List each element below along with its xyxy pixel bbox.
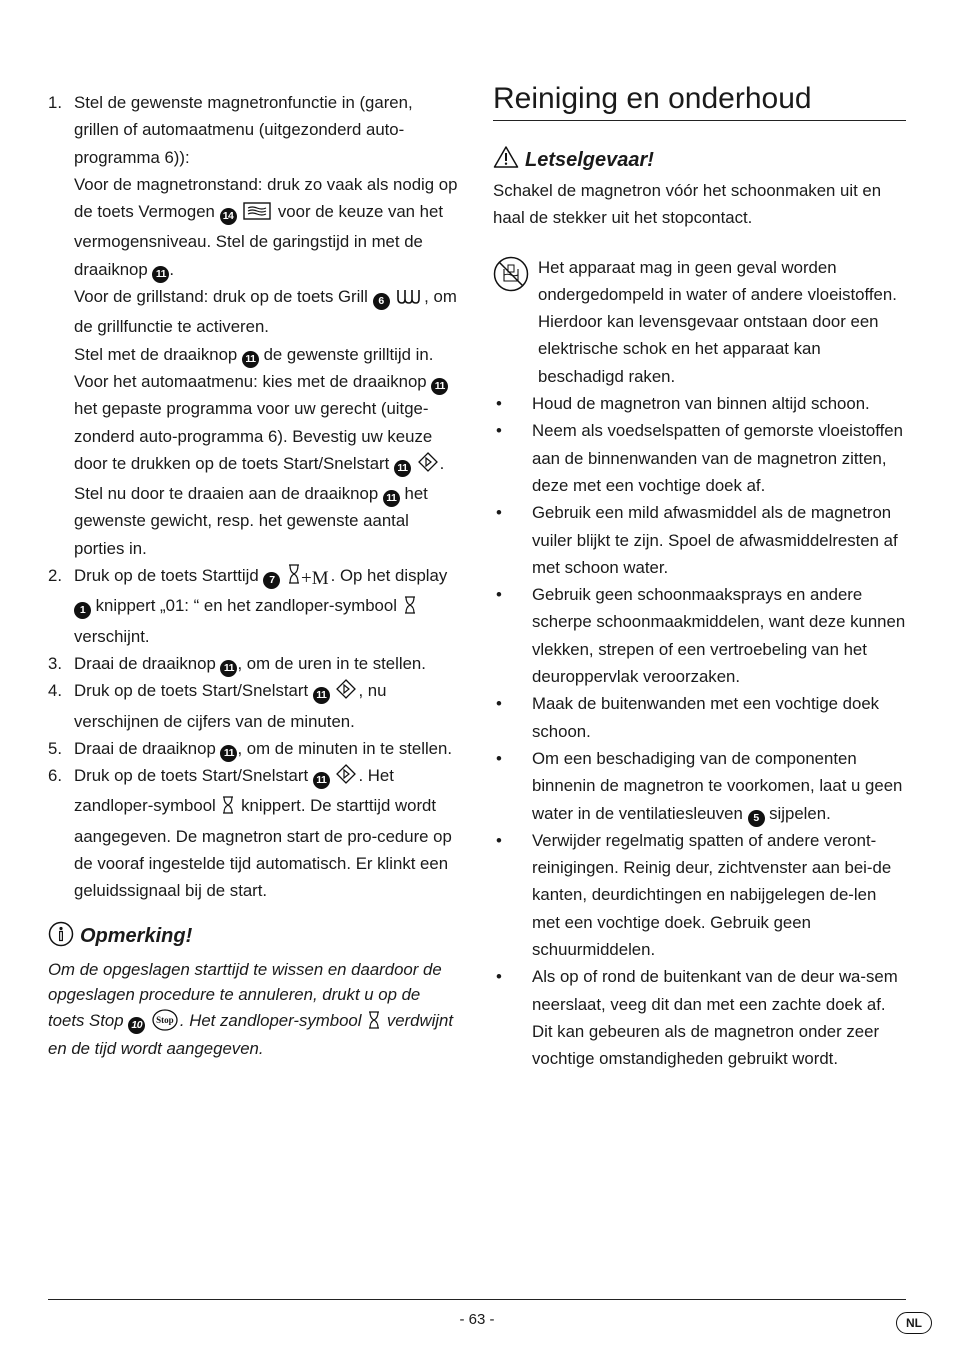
- hourglass-icon: [404, 595, 416, 622]
- no-immersion-icon: [493, 256, 529, 300]
- instruction-steps: [48, 89, 460, 905]
- step-paragraph: Stel met de draaiknop 11 de gewenste grilltijd in.: [74, 341, 460, 368]
- page-number: - 63 -: [459, 1311, 495, 1328]
- ref-badge: 11: [383, 490, 400, 507]
- stop-button-icon: [152, 1009, 178, 1031]
- step-number: 6.: [48, 766, 62, 786]
- power-level-icon: [243, 201, 271, 228]
- start-diamond-icon: [336, 679, 356, 707]
- step-5: 5. Draai de draaiknop 11 , om de minuten in te stellen.: [48, 735, 460, 762]
- step-number: 2.: [48, 566, 62, 586]
- hourglass-plus-m-icon: [287, 564, 329, 592]
- step-3: 3. Draai de draaiknop 11 , om de uren in te stellen.: [48, 650, 460, 677]
- start-diamond-icon: [418, 452, 438, 480]
- left-column: [48, 89, 460, 1062]
- step-paragraph: Voor de grillstand: druk op de toets Grill 6 , om de grillfunctie te activeren.: [74, 287, 457, 337]
- step-6: 6. Druk op de toets Start/Snelstart 11 . Het zandloper-symbool knippert. De starttijd wordt aangegeven. De magnetron start de pro-cedure op de vooraf ingestelde tijd automatisch. Er klinkt een geluidssignaal bij de start.: [48, 762, 460, 904]
- ref-badge: 11: [313, 687, 330, 704]
- step-number: 3.: [48, 653, 62, 673]
- start-diamond-icon: [336, 764, 356, 792]
- warning-title: Letselgevaar!: [525, 148, 654, 171]
- ref-badge: 11: [220, 660, 237, 677]
- grill-icon: [396, 286, 422, 313]
- hourglass-icon: [368, 1011, 380, 1037]
- list-item: • Als op of rond de buitenkant van de deur wa-sem neerslaat, veeg dit dan met een zachte doek af. Dit kan gebeuren als de magnetron onder zeer vochtige omstandigheden gebruikt wordt.: [496, 967, 898, 1069]
- step-1: [48, 89, 460, 562]
- maintenance-list: [493, 390, 906, 1072]
- starttime-symbol-text: +M: [301, 568, 329, 590]
- ref-badge: 11: [152, 266, 169, 283]
- list-item: • Neem als voedselspatten of gemorste vloeistoffen aan de binnenwanden van de magnetron zitten, deze met een vochtige doek af.: [496, 421, 903, 495]
- language-badge: NL: [896, 1312, 932, 1334]
- list-item: • Gebruik een mild afwasmiddel als de magnetron vuiler blijkt te zijn. Spoel de afwasmiddelresten af met schoon water.: [496, 503, 898, 577]
- stop-label: Stop: [156, 1014, 174, 1025]
- warning-heading: [493, 145, 906, 175]
- immersion-warning: Het apparaat mag in geen geval worden ondergedompeld in water of andere vloeistoffen. Hierdoor kan levensgevaar ontstaan door een elektrische schok en het apparaat kan beschadigd raken.: [493, 254, 906, 390]
- step-paragraph: Voor de magnetronstand: druk zo vaak als nodig op de toets Vermogen 14 voor de keuze van het vermogensniveau. Stel de garingstijd in met de draaiknop 11 .: [74, 171, 460, 283]
- list-item: • Gebruik geen schoonmaaksprays en andere scherpe schoonmaakmiddelen, want deze kunnen vlekken, strepen of een vertroebeling van het deuroppervlak veroorzaken.: [496, 585, 906, 687]
- list-item: • Maak de buitenwanden met een vochtige doek schoon.: [496, 694, 880, 741]
- step-paragraph: Voor het automaatmenu: kies met de draaiknop 11 het gepaste programma voor uw gerecht (uitge-zonderd auto-programma 6). Bevestig uw keuze door te drukken op de toets Start/Snelstart 11 .: [74, 368, 460, 480]
- right-column: [493, 80, 906, 1073]
- ref-badge: 11: [431, 378, 448, 395]
- ref-badge: 11: [242, 351, 259, 368]
- step-number: 5.: [48, 738, 62, 758]
- hourglass-icon: [222, 795, 234, 822]
- note-text: Om de opgeslagen starttijd te wissen en daardoor de opgeslagen procedure te annuleren, drukt u op de toets Stop 10 Stop . Het zandloper-symbool verdwijnt en de tijd wordt aangegeven.: [48, 959, 454, 1059]
- section-title: Reiniging en onderhoud: [493, 80, 906, 121]
- info-icon: [48, 921, 74, 953]
- warning-triangle-icon: [493, 145, 519, 175]
- footer-divider: [48, 1299, 906, 1300]
- note-heading: [48, 921, 460, 953]
- list-item: • Verwijder regelmatig spatten of andere veront-reinigingen. Reinig deur, zichtvenster aan bei-de kanten, deurdichtingen en nabijgelegen de-len met een vochtige doek. Gebruik geen schuurmiddelen.: [496, 830, 892, 960]
- ref-badge: 1: [74, 602, 91, 619]
- ref-badge: 6: [373, 293, 390, 310]
- ref-badge: 14: [220, 208, 237, 225]
- step-number: 4.: [48, 681, 62, 701]
- step-2: 2. Druk op de toets Starttijd 7 +M . Op het display 1 knippert „01: “ en het zandloper-symbool verschijnt.: [48, 562, 460, 650]
- warning-text: Schakel de magnetron vóór het schoonmaken uit en haal de stekker uit het stopcontact.: [493, 181, 882, 228]
- ref-badge: 5: [748, 810, 765, 827]
- step-paragraph: Stel nu door te draaien aan de draaiknop 11 het gewenste gewicht, resp. het gewenste aantal porties in.: [74, 484, 428, 558]
- step-paragraph: Stel de gewenste magnetronfunctie in (garen, grillen of automaatmenu (uitgezonderd auto-programma 6)):: [74, 93, 413, 167]
- step-4: 4. Druk op de toets Start/Snelstart 11 , nu verschijnen de cijfers van de minuten.: [48, 677, 460, 735]
- list-item: • Om een beschadiging van de componenten binnenin de magnetron te voorkomen, laat u geen water in de ventilatiesleuven 5 sijpelen.: [493, 745, 906, 827]
- ref-badge: 11: [220, 745, 237, 762]
- ref-badge: 7: [263, 572, 280, 589]
- list-item: • Houd de magnetron van binnen altijd schoon.: [496, 394, 870, 414]
- ref-badge: 11: [394, 460, 411, 477]
- step-number: 1.: [48, 93, 62, 112]
- ref-badge: 11: [313, 772, 330, 789]
- ref-badge: 10: [128, 1017, 145, 1034]
- note-title: Opmerking!: [80, 925, 193, 948]
